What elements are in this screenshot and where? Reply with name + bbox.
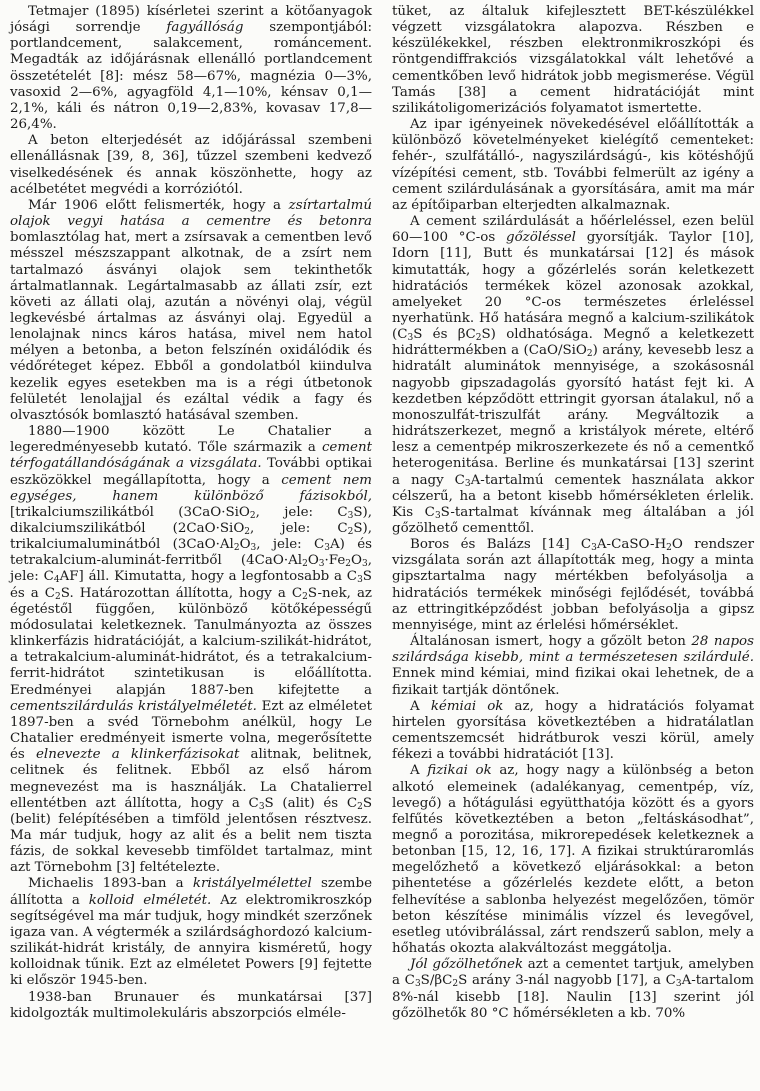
left-column <box>10 4 372 1022</box>
paragraph: Az ipar igényeinek növekedésével előállították a különböző követelményeket kielégítő cementeket: fehér-, szulfátálló-, nagyszilárdságú-, kis kötéshőjű vízépítési cement, stb. További felmerült az igény a cement szilárdulásának a gyorsítására, amit ma már az építőiparban elterjedten alkalmaznak. <box>392 117 754 213</box>
paragraph: Jól gőzölhetőnek azt a cementet tartjuk, amelyben a $C_3S/\beta C_2S$ arány 3-nál nagyobb [17], a $C_3A$-tartalom 8%-nál kisebb [18]. Naulin [13] szerint jól gőzölhetők 80 °C hőmérsékleten a kb. 70% <box>392 957 754 1021</box>
paragraph: Már 1906 előtt felismerték, hogy a zsírtartalmú olajok vegyi hatása a cementre és betonra bomlasztólag hat, mert a zsírsavak a cementben levő mésszel mészszappant alkotnak, de a zsírt nem tartalmazó ásványi olajok sem tekinthetők ártalmatlannak. Legártalmasabb az állati zsír, ezt követi az állati olaj, azután a növényi olaj, végül legkevésbé ártalmas az ásványi olaj. Egyedül a lenolajnak nincs káros hatása, mivel nem hatol mélyen a betonba, a beton felszínén oxidálódik és védőréteget képez. Ebből a gondolatból kiindulva kezelik egyes esetekben ma is a régi útbetonok felületét lenolajjal és ezáltal védik a fagy és olvasztósók bomlasztó hatásával szemben. <box>10 197 372 423</box>
paragraph: A fizikai ok az, hogy nagy a különbség a beton alkotó elemeinek (adalékanyag, cementpép, víz, levegő) a hőtágulási együtthatója között és a gyors felfűtés következtében a beton „feltáskásodhat”, megnő a porozitása, mikrorepedések keletkeznek a betonban [15, 12, 16, 17]. A fizikai struktúraromlás megelőzhető a következő eljárásokkal: a beton pihentetése a gőzérlelés kezdete előtt, a beton felhevítése a sablonba helyezést megelőzően, tömör beton készítése minimális vízzel és levegővel, esetleg utóvibrálással, zárt rendszerű sablon, mely a hőhatás okozta alakváltozást meggátolja. <box>392 763 754 957</box>
paragraph: 1880—1900 között Le Chatalier a legeredményesebb kutató. Tőle származik a cement térfogatállandóságának a vizsgálata. További optikai eszközökkel megállapította, hogy a cement nem egységes, hanem különböző fázisokból, [trikalciumszilikátból (3CaO·SiO$_2$, jele: $C_3S$), dikalciumszilikátból (2CaO·SiO$_2$, jele: $C_2S$), trikalciumaluminátból ($3CaO\cdot Al_2O_3$, jele: $C_3A$) és tetrakalcium-aluminát-ferritből ($4CaO\cdot Al_2O_3\cdot Fe_2O_3$, jele: $C_4AF$] áll. Kimutatta, hogy a legfontosabb a $C_3S$ és a $C_2S$. Határozottan állította, hogy a $C_2S$-nek, az égetéstől függően, különböző kötőképességű módosulatai keletkeznek. Tanulmányozta az összes klinkerfázis hidratációját, a kalcium-szilikát-hidrátot, a tetrakalcium-aluminát-hidrátot, és a tetrakalcium-ferrit-hidrátot szintetikusan is előállította. Eredményei alapján 1887-ben kifejtette a cementszilárdulás kristályelméletét. Ezt az elméletet 1897-ben a svéd Törnebohm anélkül, hogy Le Chatalier eredményeit ismerte volna, megerősítette és elnevezte a klinkerfázisokat alitnak, belitnek, celitnek és felitnek. Ebből az első három megnevezést ma is használják. La Chatalierrel ellentétben azt állította, hogy a $C_3S$ (alit) és $C_2S$ (belit) felépítésében a timföld jelentősen résztvesz. Ma már tudjuk, hogy az alit és a belit nem tiszta fázis, de sokkal kevesebb timföldet tartalmaz, mint azt Törnebohm [3] feltételezte. <box>10 424 373 876</box>
paragraph: Általánosan ismert, hogy a gőzölt beton 28 napos szilárdsága kisebb, mint a természetesen szilárdulé. Ennek mind kémiai, mind fizikai okai lehetnek, de a fizikait tartják döntőnek. <box>392 634 754 698</box>
paragraph: Tetmajer (1895) kísérletei szerint a kötőanyagok jósági sorrendje fagyállóság szempontjából: portlandcement, salakcement, románcement. Megadták az időjárásnak ellenálló portlandcement összetételét [8]: mész 58—67%, magnézia 0—3%, vasoxid 2—6%, agyagföld 4,1—10%, kénsav 0,1—2,1%, káli és nátron 0,19—2,83%, kovasav 17,8—26,4%. <box>10 4 372 133</box>
paragraph: 1938-ban Brunauer és munkatársai [37] kidolgozták multimolekuláris abszorpciós elméle- <box>10 989 372 1021</box>
paragraph: Michaelis 1893-ban a kristályelmélettel szembe állította a kolloid elméletét. Az elektromikroszkóp segítségével ma már tudjuk, hogy mindkét szerzőnek igaza van. A végtermék a szilárdsághordozó kalcium-szilikát-hidrát kristály, de annyira kisméretű, hogy kolloidnak tűnik. Ezt az elméletet Powers [9] fejtette ki először 1945-ben. <box>10 876 373 989</box>
paragraph: A kémiai ok az, hogy a hidratációs folyamat hirtelen gyorsítása következtében a hidratálatlan cementszemcsét hidrátburok veszi körül, amely fékezi a további hidratációt [13]. <box>392 698 754 763</box>
paragraph: Boros és Balázs [14] $C_3A-CaSO-H_2O$ rendszer vizsgálata során azt állapították meg, hogy a minta gipsztartalma nagy mértékben befolyásolja a hidratációs termékek minőségi fejlődését, továbbá az ettringitképződést jobban befolyásolja a gipsz mennyisége, mint az érlelési hőmérséklet. <box>392 537 754 633</box>
paragraph: A cement szilárdulását a hőérleléssel, ezen belül 60—100 °C-os gőzöléssel gyorsítják. Taylor [10], Idorn [11], Butt és munkatársai [12] és mások kimutatták, hogy a gőzérlelés során keletkezett hidratációs termékek közel azonosak azokkal, amelyeket 20 °C-os természetes érleléssel nyerhatünk. Hő hatására megnő a kalcium-szilikátok ($C_3S$ és $\beta C_2S$) oldhatósága. Megnő a keletkezett hidráttermékben a (CaO/SiO$_2$) arány, kevesebb lesz a hidratált aluminátok mennyisége, a szokásosnál nagyobb gipszadagolás gyorsító hatást fejt ki. A kezdetben képződött ettringit gyorsan átalakul, nő a monoszulfát-triszulfát arány. Megváltozik a hidrátszerkezet, megnő a kristályok mérete, eltérő lesz a cementpép mikroszerkezete és nő a cementkő heterogenitása. Berline és munkatársai [13] szerint a nagy $C_3A$-tartalmú cementek használata akkor célszerű, ha a betont kisebb hőmérsékleten érlelik. Kis $C_3S$-tartalmat kívánnak meg általában a jól gőzölhető cementtől. <box>392 214 755 536</box>
right-column <box>392 4 754 1022</box>
paragraph: A beton elterjedését az időjárással szembeni ellenállásnak [39, 8, 36], tűzzel szembeni kedvező viselkedésének és annak köszönhette, hogy az acélbetétet megvédi a korróziótól. <box>10 133 372 197</box>
paragraph: tüket, az általuk kifejlesztett BET-készülékkel végzett vizsgálatokra alapozva. Részben e készülékekkel, részben elektronmikroszkópi és röntgendiffrakciós vizsgálatokkal vált lehetővé a cementkőben levő hidrátok jobb megismerése. Végül Tamás [38] a cement hidratációját mint szilikátoligomerizációs folyamatot ismertette. <box>392 4 754 116</box>
